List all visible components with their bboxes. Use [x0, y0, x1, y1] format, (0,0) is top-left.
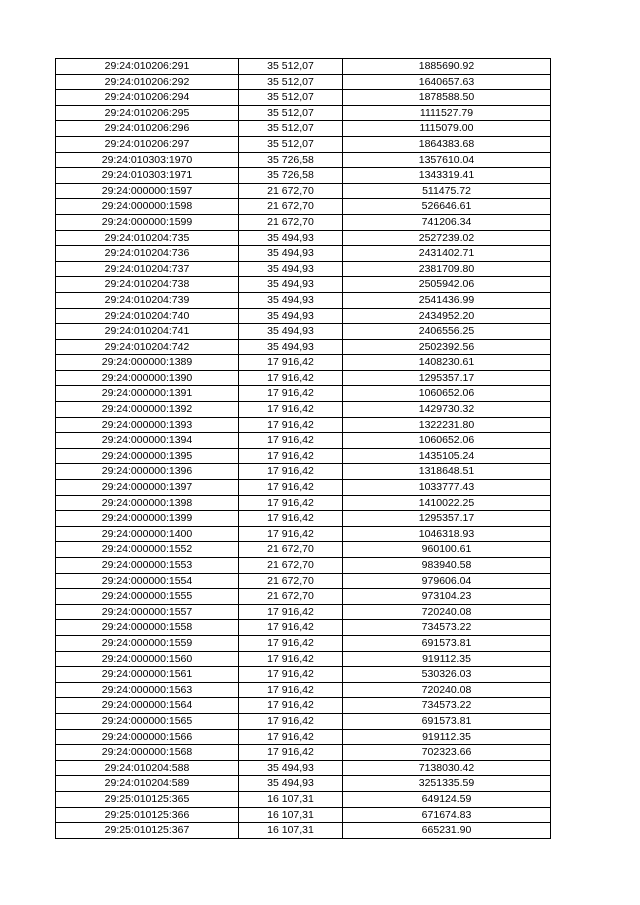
cadastral-number-cell: 29:24:010204:589	[56, 776, 239, 792]
table-row	[56, 776, 551, 792]
table-row	[56, 729, 551, 745]
cadastral-number-cell: 29:24:010206:291	[56, 59, 239, 75]
value-cell: 1322231.80	[343, 417, 551, 433]
table-row	[56, 542, 551, 558]
cadastral-number-cell: 29:24:000000:1564	[56, 698, 239, 714]
cadastral-number-cell: 29:24:000000:1400	[56, 526, 239, 542]
table-row	[56, 402, 551, 418]
rate-cell: 35 494,93	[239, 246, 343, 262]
table-row	[56, 589, 551, 605]
cadastral-number-cell: 29:24:000000:1391	[56, 386, 239, 402]
cadastral-number-cell: 29:24:000000:1560	[56, 651, 239, 667]
cadastral-number-cell: 29:24:000000:1398	[56, 495, 239, 511]
rate-cell: 17 916,42	[239, 417, 343, 433]
value-cell: 649124.59	[343, 791, 551, 807]
table-row	[56, 261, 551, 277]
table-row	[56, 807, 551, 823]
table-row	[56, 480, 551, 496]
rate-cell: 17 916,42	[239, 433, 343, 449]
value-cell: 1060652.06	[343, 433, 551, 449]
table-row	[56, 355, 551, 371]
rate-cell: 35 512,07	[239, 59, 343, 75]
table-row	[56, 745, 551, 761]
value-cell: 1640657.63	[343, 74, 551, 90]
cadastral-number-cell: 29:24:010204:740	[56, 308, 239, 324]
cadastral-number-cell: 29:24:000000:1394	[56, 433, 239, 449]
cadastral-number-cell: 29:24:010204:735	[56, 230, 239, 246]
value-cell: 702323.66	[343, 745, 551, 761]
table-row	[56, 791, 551, 807]
rate-cell: 17 916,42	[239, 682, 343, 698]
value-cell: 2431402.71	[343, 246, 551, 262]
cadastral-number-cell: 29:24:010204:742	[56, 339, 239, 355]
cadastral-number-cell: 29:24:000000:1389	[56, 355, 239, 371]
rate-cell: 17 916,42	[239, 620, 343, 636]
table-row	[56, 370, 551, 386]
rate-cell: 17 916,42	[239, 464, 343, 480]
table-row	[56, 417, 551, 433]
table-row	[56, 526, 551, 542]
table-row	[56, 136, 551, 152]
value-cell: 665231.90	[343, 823, 551, 839]
rate-cell: 35 512,07	[239, 90, 343, 106]
table-row	[56, 448, 551, 464]
value-cell: 919112.35	[343, 729, 551, 745]
table-row	[56, 90, 551, 106]
table-row	[56, 464, 551, 480]
cadastral-number-cell: 29:24:000000:1559	[56, 635, 239, 651]
cadastral-number-cell: 29:24:010206:294	[56, 90, 239, 106]
table-row	[56, 760, 551, 776]
value-cell: 734573.22	[343, 620, 551, 636]
cadastral-number-cell: 29:24:000000:1599	[56, 214, 239, 230]
table-row	[56, 277, 551, 293]
value-cell: 960100.61	[343, 542, 551, 558]
value-cell: 1115079.00	[343, 121, 551, 137]
cadastral-number-cell: 29:25:010125:366	[56, 807, 239, 823]
table-row	[56, 74, 551, 90]
rate-cell: 35 494,93	[239, 776, 343, 792]
table-row	[56, 105, 551, 121]
table-row	[56, 183, 551, 199]
value-cell: 979606.04	[343, 573, 551, 589]
value-cell: 691573.81	[343, 635, 551, 651]
table-row	[56, 214, 551, 230]
cadastral-number-cell: 29:24:010204:736	[56, 246, 239, 262]
table-row	[56, 230, 551, 246]
rate-cell: 17 916,42	[239, 698, 343, 714]
value-cell: 691573.81	[343, 713, 551, 729]
table-row	[56, 292, 551, 308]
value-cell: 734573.22	[343, 698, 551, 714]
rate-cell: 35 512,07	[239, 121, 343, 137]
value-cell: 2502392.56	[343, 339, 551, 355]
table-row	[56, 635, 551, 651]
value-cell: 526646.61	[343, 199, 551, 215]
rate-cell: 17 916,42	[239, 448, 343, 464]
rate-cell: 35 726,58	[239, 168, 343, 184]
rate-cell: 17 916,42	[239, 495, 343, 511]
rate-cell: 17 916,42	[239, 480, 343, 496]
cadastral-number-cell: 29:24:000000:1597	[56, 183, 239, 199]
value-cell: 1408230.61	[343, 355, 551, 371]
table-row	[56, 604, 551, 620]
value-cell: 1410022.25	[343, 495, 551, 511]
cadastral-number-cell: 29:24:010204:739	[56, 292, 239, 308]
value-cell: 1295357.17	[343, 370, 551, 386]
value-cell: 720240.08	[343, 604, 551, 620]
rate-cell: 17 916,42	[239, 667, 343, 683]
value-cell: 2505942.06	[343, 277, 551, 293]
value-cell: 1046318.93	[343, 526, 551, 542]
rate-cell: 35 512,07	[239, 74, 343, 90]
rate-cell: 17 916,42	[239, 604, 343, 620]
rate-cell: 17 916,42	[239, 355, 343, 371]
rate-cell: 35 494,93	[239, 760, 343, 776]
cadastral-number-cell: 29:24:010204:738	[56, 277, 239, 293]
value-cell: 671674.83	[343, 807, 551, 823]
cadastral-number-cell: 29:24:000000:1396	[56, 464, 239, 480]
value-cell: 2381709.80	[343, 261, 551, 277]
cadastral-number-cell: 29:24:010204:588	[56, 760, 239, 776]
value-cell: 973104.23	[343, 589, 551, 605]
cadastral-number-cell: 29:24:000000:1558	[56, 620, 239, 636]
rate-cell: 35 494,93	[239, 277, 343, 293]
cadastral-number-cell: 29:24:000000:1390	[56, 370, 239, 386]
rate-cell: 35 494,93	[239, 230, 343, 246]
rate-cell: 16 107,31	[239, 823, 343, 839]
rate-cell: 21 672,70	[239, 589, 343, 605]
table-row	[56, 386, 551, 402]
cadastral-number-cell: 29:24:010206:297	[56, 136, 239, 152]
rate-cell: 17 916,42	[239, 511, 343, 527]
rate-cell: 17 916,42	[239, 745, 343, 761]
cadastral-number-cell: 29:24:000000:1553	[56, 558, 239, 574]
table-row	[56, 698, 551, 714]
value-cell: 7138030.42	[343, 760, 551, 776]
cadastral-number-cell: 29:25:010125:365	[56, 791, 239, 807]
table-body	[56, 59, 551, 839]
rate-cell: 21 672,70	[239, 573, 343, 589]
cadastral-number-cell: 29:25:010125:367	[56, 823, 239, 839]
cadastral-number-cell: 29:24:010204:741	[56, 324, 239, 340]
rate-cell: 16 107,31	[239, 791, 343, 807]
rate-cell: 17 916,42	[239, 386, 343, 402]
table-row	[56, 823, 551, 839]
cadastral-number-cell: 29:24:000000:1395	[56, 448, 239, 464]
value-cell: 1864383.68	[343, 136, 551, 152]
rate-cell: 35 494,93	[239, 324, 343, 340]
table-row	[56, 511, 551, 527]
value-cell: 1060652.06	[343, 386, 551, 402]
cadastral-number-cell: 29:24:000000:1554	[56, 573, 239, 589]
value-cell: 1885690.92	[343, 59, 551, 75]
rate-cell: 35 494,93	[239, 292, 343, 308]
rate-cell: 17 916,42	[239, 370, 343, 386]
value-cell: 511475.72	[343, 183, 551, 199]
table-row	[56, 620, 551, 636]
data-table	[55, 58, 551, 839]
table-row	[56, 495, 551, 511]
rate-cell: 21 672,70	[239, 558, 343, 574]
value-cell: 1429730.32	[343, 402, 551, 418]
table-row	[56, 59, 551, 75]
value-cell: 1878588.50	[343, 90, 551, 106]
cadastral-number-cell: 29:24:010206:292	[56, 74, 239, 90]
cadastral-number-cell: 29:24:000000:1598	[56, 199, 239, 215]
rate-cell: 17 916,42	[239, 635, 343, 651]
rate-cell: 17 916,42	[239, 526, 343, 542]
table-row	[56, 339, 551, 355]
rate-cell: 21 672,70	[239, 214, 343, 230]
value-cell: 1343319.41	[343, 168, 551, 184]
value-cell: 2541436.99	[343, 292, 551, 308]
rate-cell: 35 494,93	[239, 261, 343, 277]
rate-cell: 35 494,93	[239, 308, 343, 324]
cadastral-number-cell: 29:24:010206:295	[56, 105, 239, 121]
value-cell: 2434952.20	[343, 308, 551, 324]
value-cell: 1033777.43	[343, 480, 551, 496]
rate-cell: 17 916,42	[239, 713, 343, 729]
value-cell: 1318648.51	[343, 464, 551, 480]
table-row	[56, 308, 551, 324]
table-row	[56, 651, 551, 667]
value-cell: 720240.08	[343, 682, 551, 698]
cadastral-number-cell: 29:24:000000:1393	[56, 417, 239, 433]
value-cell: 741206.34	[343, 214, 551, 230]
cadastral-number-cell: 29:24:000000:1552	[56, 542, 239, 558]
table-row	[56, 558, 551, 574]
value-cell: 2406556.25	[343, 324, 551, 340]
cadastral-number-cell: 29:24:010303:1971	[56, 168, 239, 184]
value-cell: 1111527.79	[343, 105, 551, 121]
table-row	[56, 199, 551, 215]
rate-cell: 35 494,93	[239, 339, 343, 355]
table-row	[56, 324, 551, 340]
table-row	[56, 121, 551, 137]
cadastral-number-cell: 29:24:000000:1561	[56, 667, 239, 683]
value-cell: 983940.58	[343, 558, 551, 574]
cadastral-number-cell: 29:24:000000:1392	[56, 402, 239, 418]
value-cell: 1295357.17	[343, 511, 551, 527]
table-row	[56, 682, 551, 698]
table-row	[56, 168, 551, 184]
table-row	[56, 152, 551, 168]
cadastral-number-cell: 29:24:000000:1397	[56, 480, 239, 496]
cadastral-number-cell: 29:24:000000:1563	[56, 682, 239, 698]
value-cell: 530326.03	[343, 667, 551, 683]
table-row	[56, 713, 551, 729]
rate-cell: 16 107,31	[239, 807, 343, 823]
rate-cell: 35 512,07	[239, 105, 343, 121]
cadastral-number-cell: 29:24:000000:1568	[56, 745, 239, 761]
table-row	[56, 573, 551, 589]
rate-cell: 21 672,70	[239, 199, 343, 215]
rate-cell: 35 726,58	[239, 152, 343, 168]
cadastral-number-cell: 29:24:010204:737	[56, 261, 239, 277]
cadastral-number-cell: 29:24:000000:1565	[56, 713, 239, 729]
table-row	[56, 667, 551, 683]
value-cell: 2527239.02	[343, 230, 551, 246]
value-cell: 919112.35	[343, 651, 551, 667]
rate-cell: 17 916,42	[239, 729, 343, 745]
rate-cell: 21 672,70	[239, 183, 343, 199]
rate-cell: 21 672,70	[239, 542, 343, 558]
table-row	[56, 433, 551, 449]
cadastral-number-cell: 29:24:000000:1555	[56, 589, 239, 605]
cadastral-number-cell: 29:24:000000:1557	[56, 604, 239, 620]
rate-cell: 17 916,42	[239, 402, 343, 418]
rate-cell: 17 916,42	[239, 651, 343, 667]
cadastral-number-cell: 29:24:000000:1399	[56, 511, 239, 527]
value-cell: 1357610.04	[343, 152, 551, 168]
cadastral-number-cell: 29:24:000000:1566	[56, 729, 239, 745]
rate-cell: 35 512,07	[239, 136, 343, 152]
value-cell: 3251335.59	[343, 776, 551, 792]
cadastral-number-cell: 29:24:010206:296	[56, 121, 239, 137]
cadastral-number-cell: 29:24:010303:1970	[56, 152, 239, 168]
table-row	[56, 246, 551, 262]
value-cell: 1435105.24	[343, 448, 551, 464]
